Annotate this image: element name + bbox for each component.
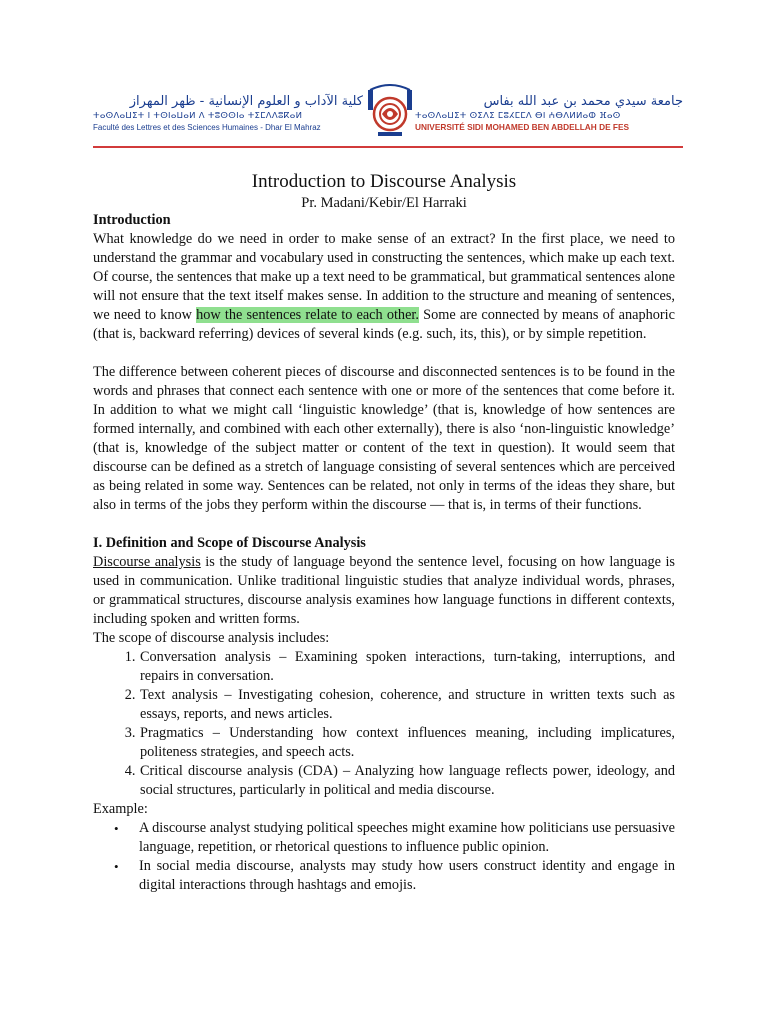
header-rule (93, 146, 683, 148)
university-name-french: UNIVERSITÉ SIDI MOHAMED BEN ABDELLAH DE FES (415, 122, 630, 132)
section-1-definition (93, 553, 675, 629)
example-text: In social media discourse, analysts may study how users construct identity and engage in digital interactions through hashtags and emojis. (139, 858, 675, 893)
document-title: Introduction to Discourse Analysis (251, 171, 517, 192)
scope-list-item: 2. Text analysis – Investigating cohesion, coherence, and structure in written texts such as essays, reports, and news articles. (139, 686, 675, 724)
faculty-name-tifinagh: ⵜⴰⵙⴷⴰⵡⵉⵜ ⵏ ⵜⵙⵏⴰⵡⴰⵍ ⴷ ⵜⵓⵙⵙⵏⴰ ⵜⵉⵎⴷⴷⵓⴽⴰⵍ (93, 111, 303, 121)
intro-paragraph-2: The difference between coherent pieces of discourse and disconnected sentences is to be found in the words and phrases that connect each sentence with one or more of the sentences that come before it. In addition to what we might call ‘linguistic knowledge’ (that is, knowledge of how sentences are formed internally, and combined with each other externally), there is also ‘non-linguistic knowledge’ (that is, knowledge of the subject matter or content of the text in question). It would seem that discourse can be defined as a stretch of language consisting of several sentences which are perceived as being related in some way. Sentences can be related, not only in terms of the ideas they share, but also in terms of the jobs they perform within the discourse — that is, in terms of their functions. (93, 364, 675, 513)
letterhead (93, 92, 683, 152)
intro-p1-text-end: Some are connected by means of anaphoric (that is, backward referring) devices of several kinds (e.g. such, its, this), or by simple repetition. (93, 307, 675, 342)
scope-intro: The scope of discourse analysis includes: (93, 630, 330, 646)
document-body (93, 211, 675, 895)
document-authors: Pr. Madani/Kebir/El Harraki (301, 195, 467, 211)
example-list (93, 819, 675, 895)
intro-p1-text: What knowledge do we need in order to make sense of an extract? In the first place, we need to understand the grammar and vocabulary used in constructing the sentences, which make up each text. Of course, the sentences that make up a text need to be grammatical, but grammatical sentences alone will not ensure that the text itself makes sense. In addition to the structure and meaning of sentences, we need to know (93, 231, 675, 323)
faculty-name-french: Faculté des Lettres et des Sciences Humaines - Dhar El Mahraz (93, 123, 321, 132)
defined-term: Discourse analysis (93, 554, 201, 570)
example-label: Example: (93, 801, 148, 817)
faculty-block (93, 94, 363, 133)
example-list-item (114, 857, 675, 895)
scope-list-item: 1. Conversation analysis – Examining spoken interactions, turn-taking, interruptions, and repairs in conversation. (139, 648, 675, 686)
scope-list-item: 3. Pragmatics – Understanding how context influences meaning, including implicatures, politeness strategies, and speech acts. (139, 724, 675, 762)
bullet-icon: • (114, 821, 119, 836)
university-name-tifinagh: ⵜⴰⵙⴷⴰⵡⵉⵜ ⵙⵉⴷⵉ ⵎⵓⵃⵎⵎⴷ ⴱⵏ ⵄⴱⴷⵍⵍⴰⵀ ⴼⴰⵙ (415, 111, 621, 121)
intro-heading: Introduction (93, 212, 171, 228)
scope-list-item: 4. Critical discourse analysis (CDA) – Analyzing how language reflects power, ideology, and social structures, particularly in political and media discourse. (139, 762, 675, 800)
example-text: A discourse analyst studying political speeches might examine how politicians use persuasive language, repetition, or rhetorical questions to influence public opinion. (139, 820, 675, 855)
university-name-arabic: جامعة سيدي محمد بن عبد الله بفاس (483, 94, 683, 109)
bullet-icon: • (114, 859, 119, 874)
intro-paragraph-1 (93, 230, 675, 344)
faculty-name-arabic: كلية الآداب و العلوم الإنسانية - ظهر المهراز (129, 94, 363, 109)
definition-text: is the study of language beyond the sentence level, focusing on how language is used in communication. Unlike traditional linguistic studies that analyze individual words, phrases, or grammatical structures, discourse analysis examines how language functions in different contexts, including spoken and written forms. (93, 554, 675, 627)
example-list-item (114, 819, 675, 857)
university-emblem-icon (366, 84, 414, 140)
university-block (415, 94, 683, 133)
scope-list (93, 648, 675, 800)
section-1-heading: I. Definition and Scope of Discourse Analysis (93, 535, 366, 551)
highlighted-text: how the sentences relate to each other. (196, 307, 419, 323)
